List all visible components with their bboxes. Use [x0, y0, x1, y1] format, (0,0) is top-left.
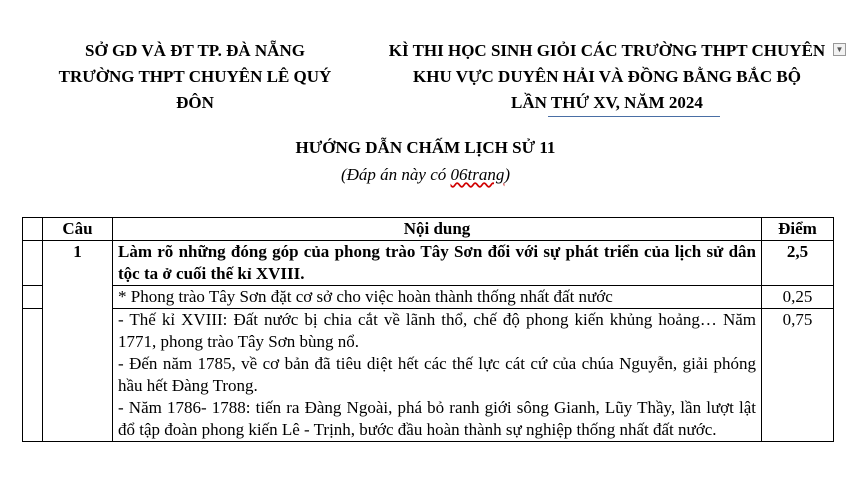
exam-name-line2: KHU VỰC DUYÊN HẢI VÀ ĐỒNG BẰNG BẮC BỘ [413, 67, 801, 86]
question-number: 1 [43, 241, 113, 442]
header-underline [548, 116, 720, 117]
school-name-line2: ĐÔN [176, 93, 214, 112]
exam-name-line3: LẦN THỨ XV, NĂM 2024 [511, 93, 703, 112]
table-cell-margin [23, 309, 43, 442]
answer-paragraph: - Thế kỉ XVIII: Đất nước bị chia cắt về lãnh thổ, chế độ phong kiến khủng hoảng… Năm 1771, phong trào Tây Sơn bùng nổ. [118, 310, 756, 351]
grading-table [22, 217, 834, 442]
table-cell-margin [23, 241, 43, 286]
table-row [23, 241, 834, 286]
school-name-line1: TRƯỜNG THPT CHUYÊN LÊ QUÝ [58, 67, 332, 86]
question-score: 2,5 [762, 241, 834, 286]
header-left [40, 38, 350, 116]
answer-detail [113, 309, 762, 442]
answer-point: * Phong trào Tây Sơn đặt cơ sở cho việc hoàn thành thống nhất đất nước [113, 286, 762, 309]
answer-score: 0,75 [762, 309, 834, 442]
document-title: HƯỚNG DẪN CHẤM LỊCH SỬ 11 [295, 138, 556, 157]
column-header-diem: Điểm [762, 218, 834, 241]
column-header-cau: Câu [43, 218, 113, 241]
exam-name-line1: KÌ THI HỌC SINH GIỎI CÁC TRƯỜNG THPT CHUYÊN [388, 41, 826, 60]
table-row [23, 309, 834, 442]
column-header-noidung: Nội dung [113, 218, 762, 241]
header-right [372, 38, 842, 116]
answer-score: 0,25 [762, 286, 834, 309]
school-department: SỞ GD VÀ ĐT TP. ĐÀ NẴNG [85, 41, 305, 60]
table-cell-margin [23, 286, 43, 309]
spellcheck-word[interactable]: 06trang [450, 165, 505, 184]
table-row [23, 286, 834, 309]
table-header-row [23, 218, 834, 241]
document-subtitle: (Đáp án này có 06trang) [340, 165, 511, 184]
answer-paragraph: - Đến năm 1785, về cơ bản đã tiêu diệt hết các thế lực cát cứ của chúa Nguyễn, giải phóng hầu hết Đàng Trong. [118, 354, 756, 395]
question-text: Làm rõ những đóng góp của phong trào Tây Sơn đối với sự phát triển của lịch sử dân tộc ta ở cuối thế kỉ XVIII. [113, 241, 762, 286]
dropdown-arrow-icon[interactable]: ▼ [833, 43, 846, 56]
answer-paragraph: - Năm 1786- 1788: tiến ra Đàng Ngoài, phá bỏ ranh giới sông Gianh, Lũy Thầy, lần lượt lật đổ tập đoàn phong kiến Lê - Trịnh, bước đầu hoàn thành sự nghiệp thống nhất đất nước. [118, 398, 756, 439]
table-cell-margin [23, 218, 43, 241]
